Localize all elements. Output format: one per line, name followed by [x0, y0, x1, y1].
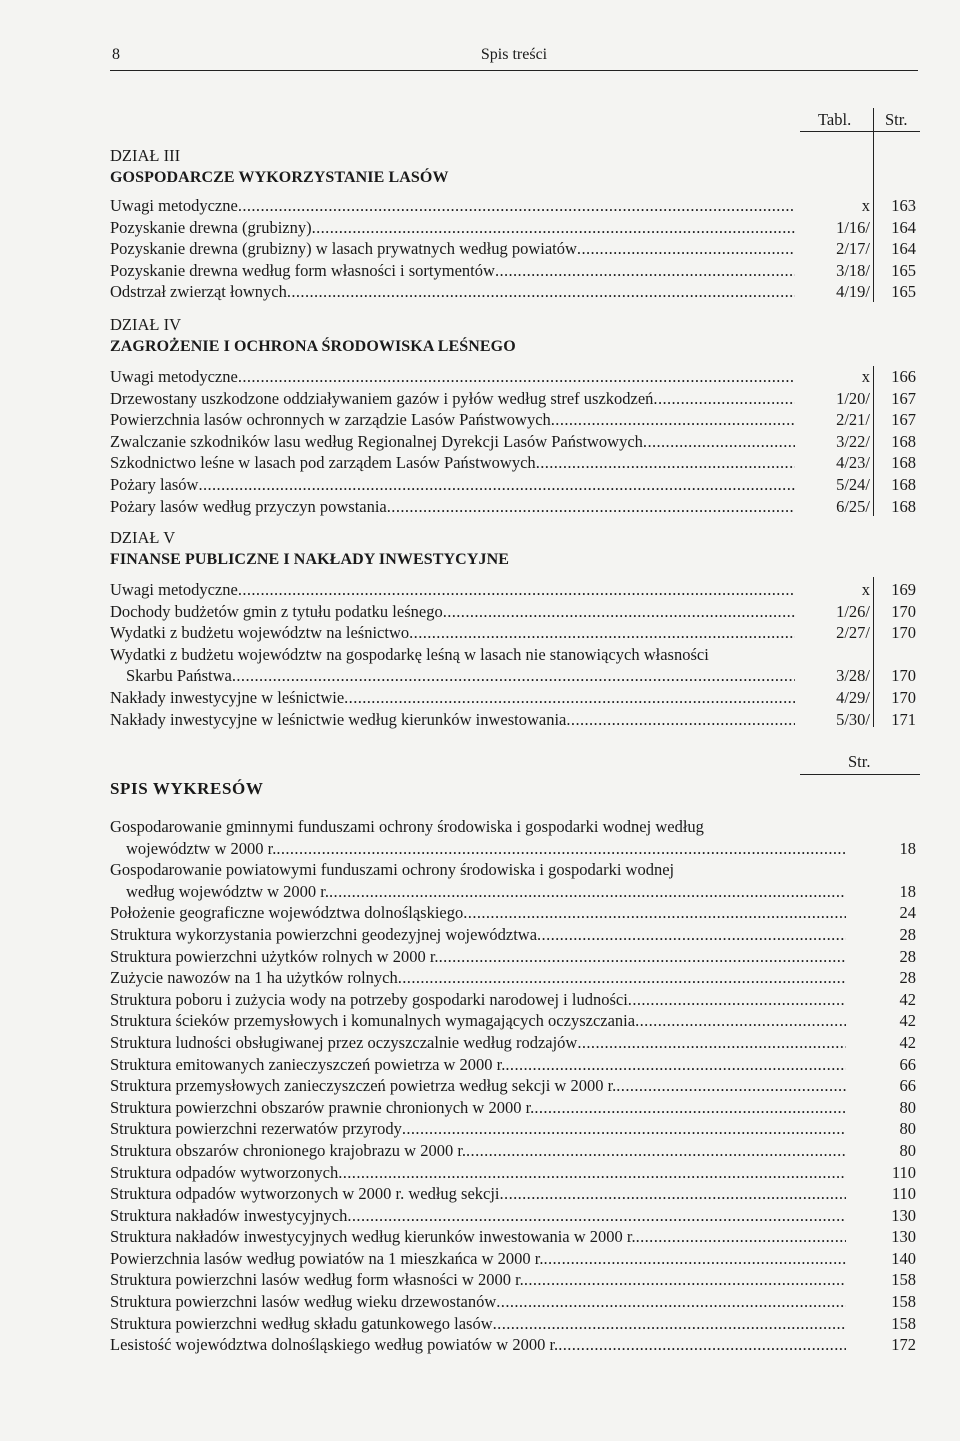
toc-row[interactable] — [110, 217, 918, 239]
chart-entry-label: Struktura odpadów wytworzonych ..... — [110, 1162, 846, 1184]
section-title: FINANSE PUBLICZNE I NAKŁADY INWESTYCYJNE — [110, 551, 510, 568]
page-ref: 165 — [891, 260, 916, 280]
chart-entry-label: Zużycie nawozów na 1 ha użytków rolnych ..... — [110, 967, 846, 989]
page-header — [110, 44, 918, 71]
chart-row[interactable] — [110, 1205, 918, 1227]
page-ref: 28 — [899, 968, 916, 988]
toc-entry-label: Uwagi metodyczne ..... — [110, 579, 795, 601]
toc-entry-label: Odstrzał zwierząt łownych ..... — [110, 281, 795, 303]
toc-entry-continuation: Skarbu Państwa ..... — [126, 665, 795, 687]
chart-entry-label: Struktura powierzchni użytków rolnych w 2000 r. ..... — [110, 946, 846, 968]
toc-row[interactable] — [110, 281, 918, 303]
page-ref: 42 — [899, 1011, 916, 1031]
chart-row[interactable] — [110, 1334, 918, 1356]
page-ref: 163 — [891, 196, 916, 215]
section-title: SPIS WYKRESÓW — [110, 779, 264, 798]
table-number: x — [861, 367, 870, 386]
toc-row[interactable] — [110, 431, 918, 453]
table-number: x — [861, 580, 870, 599]
chart-row-first-line[interactable] — [110, 816, 918, 838]
page-ref: 170 — [891, 666, 916, 686]
toc-entry-label: Pozyskanie drewna (grubizny) ..... — [110, 217, 795, 239]
chart-entry-label: Struktura powierzchni według składu gatunkowego lasów ..... — [110, 1313, 846, 1335]
page-ref: 167 — [891, 388, 916, 408]
toc-entry-label: Powierzchnia lasów ochronnych w zarządzie Lasów Państwowych ..... — [110, 409, 795, 431]
chart-entry-label: Gospodarowanie powiatowymi funduszami ochrony środowiska i gospodarki wodnej — [110, 860, 675, 880]
section-label: DZIAŁ III — [110, 146, 181, 165]
table-number: 3/22/ — [836, 431, 870, 451]
chart-row[interactable] — [110, 1248, 918, 1270]
charts-list — [110, 816, 918, 1356]
chart-entry-label: Struktura odpadów wytworzonych w 2000 r. według sekcji ..... — [110, 1183, 846, 1205]
page-ref: 169 — [891, 580, 916, 599]
chart-entry-continuation: według województw w 2000 r. ..... — [126, 881, 846, 903]
chart-row[interactable] — [110, 1010, 918, 1032]
toc-row[interactable] — [110, 388, 918, 410]
toc-row[interactable] — [110, 474, 918, 496]
chart-row[interactable] — [110, 1269, 918, 1291]
str-column-header: Str. — [885, 110, 908, 129]
chart-entry-label: Struktura przemysłowych zanieczyszczeń powietrza według sekcji w 2000 r. ..... — [110, 1075, 846, 1097]
toc-entry-label: Nakłady inwestycyjne w leśnictwie ..... — [110, 687, 795, 709]
table-number: 5/30/ — [836, 709, 870, 729]
page-ref: 66 — [899, 1054, 916, 1074]
toc-row[interactable] — [110, 496, 918, 518]
toc-entry-label: Drzewostany uszkodzone oddziaływaniem gazów i pyłów według stref uszkodzeń ..... — [110, 388, 795, 410]
chart-entry-label: Lesistość województwa dolnośląskiego według powiatów w 2000 r. ..... — [110, 1334, 846, 1356]
section-dzial-v — [110, 527, 918, 730]
toc-entry-label: Szkodnictwo leśne w lasach pod zarządem Lasów Państwowych ..... — [110, 452, 795, 474]
chart-row[interactable] — [110, 967, 918, 989]
chart-entry-label: Struktura obszarów chronionego krajobrazu w 2000 r. ..... — [110, 1140, 846, 1162]
tabl-column-header: Tabl. — [818, 110, 852, 129]
chart-entry-label: Struktura ścieków przemysłowych i komunalnych wymagających oczyszczania ..... — [110, 1010, 846, 1032]
table-number: 1/16/ — [836, 217, 870, 237]
page-ref: 168 — [891, 453, 916, 473]
chart-row[interactable] — [110, 1118, 918, 1140]
running-title: Spis treści — [480, 46, 548, 63]
section-title: ZAGROŻENIE I OCHRONA ŚRODOWISKA LEŚNEGO — [110, 338, 516, 355]
toc-entry-label: Wydatki z budżetu województw na gospodarkę leśną w lasach nie stanowiących własności — [110, 644, 709, 664]
chart-entry-label: Struktura ludności obsługiwanej przez oczyszczalnie według rodzajów ..... — [110, 1032, 846, 1054]
toc-row[interactable] — [110, 601, 918, 623]
page-ref: 168 — [891, 431, 916, 451]
table-number: x — [861, 196, 870, 215]
chart-row[interactable] — [110, 1140, 918, 1162]
table-number: 1/20/ — [836, 388, 870, 408]
page-ref: 130 — [891, 1227, 916, 1247]
toc-entry-label: Pożary lasów ..... — [110, 474, 795, 496]
toc-entry-label: Pożary lasów według przyczyn powstania ..... — [110, 496, 795, 518]
chart-row-continuation[interactable] — [110, 838, 918, 860]
chart-entry-label: Struktura powierzchni lasów według wieku drzewostanów ..... — [110, 1291, 846, 1313]
chart-entry-label: Struktura powierzchni rezerwatów przyrody ..... — [110, 1118, 846, 1140]
toc-row[interactable] — [110, 195, 918, 217]
toc-entry-label: Nakłady inwestycyjne w leśnictwie według kierunków inwestowania ..... — [110, 709, 795, 731]
section-title: GOSPODARCZE WYKORZYSTANIE LASÓW — [110, 169, 449, 186]
table-number: 1/26/ — [836, 601, 870, 621]
section-dzial-iv — [110, 314, 918, 517]
page-ref: 140 — [891, 1248, 916, 1268]
section-label: DZIAŁ V — [110, 528, 176, 547]
chart-row[interactable] — [110, 989, 918, 1011]
page-ref: 18 — [899, 881, 916, 901]
page-ref: 18 — [899, 838, 916, 858]
table-number: 4/29/ — [836, 687, 870, 707]
chart-entry-label: Struktura powierzchni obszarów prawnie chronionych w 2000 r. ..... — [110, 1097, 846, 1119]
toc-row[interactable] — [110, 452, 918, 474]
page-ref: 170 — [891, 601, 916, 621]
page-ref: 158 — [891, 1270, 916, 1290]
page-ref: 171 — [891, 709, 916, 729]
toc-entry-label: Pozyskanie drewna (grubizny) w lasach prywatnych według powiatów ..... — [110, 238, 795, 260]
page-ref: 80 — [899, 1097, 916, 1117]
toc-row-continuation[interactable] — [110, 665, 918, 687]
toc-entry-label: Uwagi metodyczne ..... — [110, 366, 795, 388]
page-ref: 167 — [891, 410, 916, 430]
toc-row[interactable] — [110, 687, 918, 709]
charts-column-rule — [800, 774, 920, 775]
toc-row[interactable] — [110, 622, 918, 644]
chart-entry-label: Struktura wykorzystania powierzchni geodezyjnej województwa ..... — [110, 924, 846, 946]
page-ref: 110 — [891, 1162, 916, 1182]
chart-entry-label: Struktura nakładów inwestycyjnych ..... — [110, 1205, 846, 1227]
toc-entry-label: Zwalczanie szkodników lasu według Regionalnej Dyrekcji Lasów Państwowych ..... — [110, 431, 795, 453]
page-ref: 170 — [891, 687, 916, 707]
page-ref: 170 — [891, 623, 916, 643]
page-ref: 164 — [891, 239, 916, 259]
chart-entry-label: Struktura emitowanych zanieczyszczeń powietrza w 2000 r. ..... — [110, 1054, 846, 1076]
page-ref: 42 — [899, 1032, 916, 1052]
chart-row[interactable] — [110, 1226, 918, 1248]
page-ref: 80 — [899, 1119, 916, 1139]
charts-str-column-header: Str. — [848, 752, 871, 771]
page-ref: 80 — [899, 1140, 916, 1160]
page-ref: 110 — [891, 1184, 916, 1204]
toc-row[interactable] — [110, 709, 918, 731]
page-ref: 172 — [891, 1335, 916, 1355]
toc-row[interactable] — [110, 579, 918, 601]
chart-row-continuation[interactable] — [110, 881, 918, 903]
chart-row-first-line[interactable] — [110, 859, 918, 881]
chart-entry-label: Struktura nakładów inwestycyjnych według kierunków inwestowania w 2000 r. ..... — [110, 1226, 846, 1248]
chart-row[interactable] — [110, 1291, 918, 1313]
table-number: 3/18/ — [836, 260, 870, 280]
chart-row[interactable] — [110, 1075, 918, 1097]
toc-row[interactable] — [110, 260, 918, 282]
chart-entry-continuation: województw w 2000 r. ..... — [126, 838, 846, 860]
chart-row[interactable] — [110, 1032, 918, 1054]
chart-entry-label: Powierzchnia lasów według powiatów na 1 mieszkańca w 2000 r. ..... — [110, 1248, 846, 1270]
toc-entry-label: Uwagi metodyczne ..... — [110, 195, 795, 217]
page-ref: 168 — [891, 474, 916, 494]
column-header-rule — [800, 131, 920, 132]
page-ref: 66 — [899, 1076, 916, 1096]
table-number: 2/17/ — [836, 239, 870, 259]
chart-row[interactable] — [110, 924, 918, 946]
page-ref: 42 — [899, 989, 916, 1009]
chart-entry-label: Położenie geograficzne województwa dolnośląskiego ..... — [110, 902, 846, 924]
toc-entry-label: Pozyskanie drewna według form własności i sortymentów ..... — [110, 260, 795, 282]
table-number: 4/19/ — [836, 282, 870, 302]
chart-row[interactable] — [110, 1313, 918, 1335]
toc-row[interactable] — [110, 238, 918, 260]
page-ref: 164 — [891, 217, 916, 237]
chart-entry-label: Gospodarowanie gminnymi funduszami ochrony środowiska i gospodarki wodnej według — [110, 817, 704, 836]
section-dzial-iii — [110, 145, 918, 303]
toc-entry-label: Wydatki z budżetu województw na leśnictwo ..... — [110, 622, 795, 644]
page-number: 8 — [112, 46, 120, 63]
page-ref: 28 — [899, 946, 916, 966]
chart-row[interactable] — [110, 946, 918, 968]
table-number: 2/27/ — [836, 623, 870, 643]
chart-entry-label: Struktura poboru i zużycia wody na potrzeby gospodarki narodowej i ludności ..... — [110, 989, 846, 1011]
page-ref: 168 — [891, 496, 916, 516]
table-number: 2/21/ — [836, 410, 870, 430]
page-ref: 158 — [891, 1313, 916, 1333]
page-ref: 166 — [891, 367, 916, 386]
chart-row[interactable] — [110, 1054, 918, 1076]
section-charts-list — [110, 778, 918, 1356]
table-number: 5/24/ — [836, 474, 870, 494]
toc-row[interactable] — [110, 366, 918, 388]
chart-row[interactable] — [110, 902, 918, 924]
chart-row[interactable] — [110, 1097, 918, 1119]
page-ref: 165 — [891, 282, 916, 302]
toc-entry-label: Dochody budżetów gmin z tytułu podatku leśnego ..... — [110, 601, 795, 623]
table-number: 4/23/ — [836, 453, 870, 473]
chart-row[interactable] — [110, 1183, 918, 1205]
toc-row[interactable] — [110, 409, 918, 431]
table-number: 6/25/ — [836, 496, 870, 516]
chart-entry-label: Struktura powierzchni lasów według form własności w 2000 r. ..... — [110, 1269, 846, 1291]
section-label: DZIAŁ IV — [110, 315, 182, 334]
table-number: 3/28/ — [836, 666, 870, 686]
chart-row[interactable] — [110, 1162, 918, 1184]
page-ref: 28 — [899, 924, 916, 944]
page-ref: 24 — [899, 903, 916, 923]
page-ref: 158 — [891, 1292, 916, 1312]
page-ref: 130 — [891, 1205, 916, 1225]
toc-row-first-line[interactable] — [110, 644, 918, 666]
